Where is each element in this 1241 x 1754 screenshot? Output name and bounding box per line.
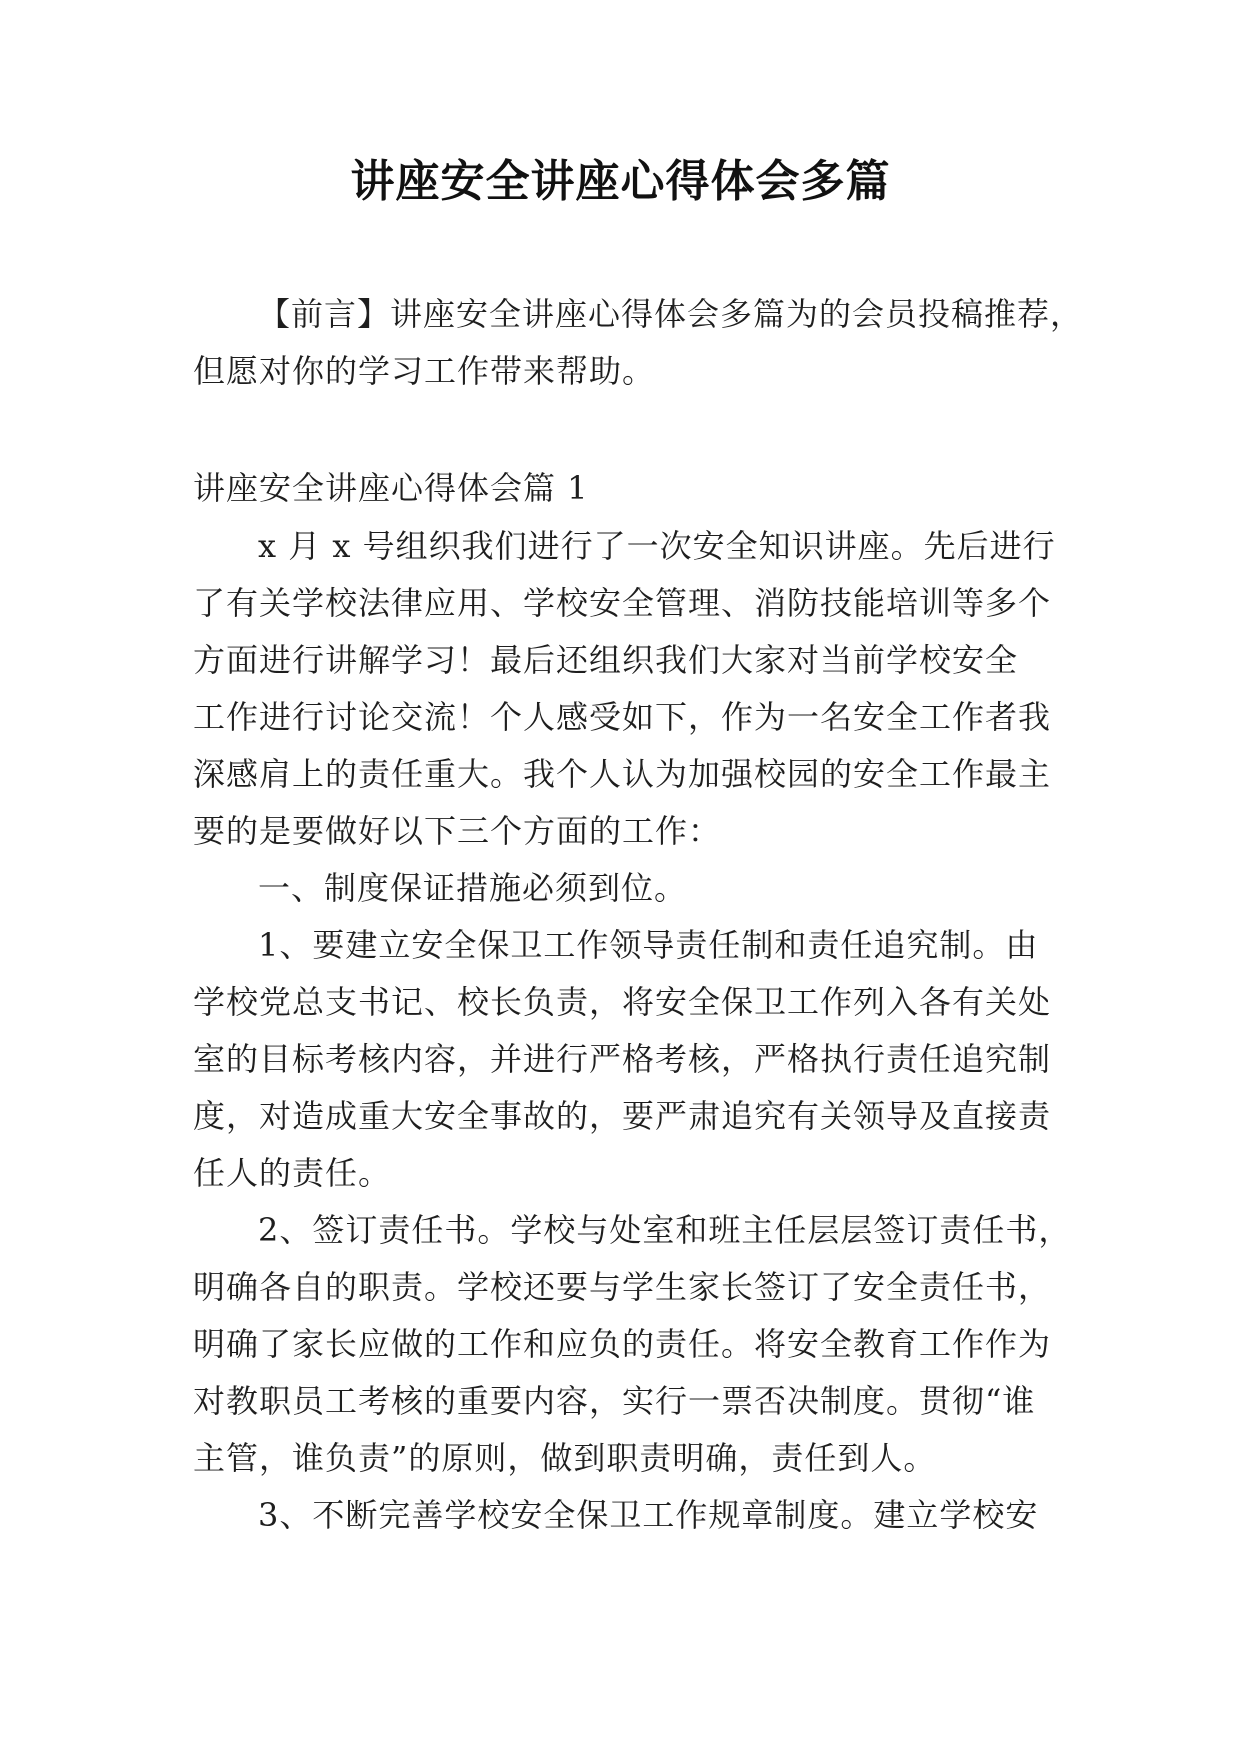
paragraph-line: 室的目标考核内容，并进行严格考核，严格执行责任追究制 (193, 1040, 1052, 1078)
paragraph-line: 深感肩上的责任重大。我个人认为加强校园的安全工作最主 (193, 755, 1052, 793)
paragraph-line: 3、不断完善学校安全保卫工作规章制度。建立学校安 (258, 1496, 1039, 1534)
preface-line: 【前言】讲座安全讲座心得体会多篇为的会员投稿推荐， (258, 295, 1084, 333)
preface-line: 但愿对你的学习工作带来帮助。 (193, 352, 656, 390)
paragraph-line: 明确了家长应做的工作和应负的责任。将安全教育工作作为 (193, 1325, 1052, 1363)
section-heading: 讲座安全讲座心得体会篇 1 (193, 469, 589, 507)
paragraph-line: 方面进行讲解学习！最后还组织我们大家对当前学校安全 (193, 641, 1019, 679)
paragraph-line: 学校党总支书记、校长负责，将安全保卫工作列入各有关处 (193, 983, 1052, 1021)
subheading-line: 一、制度保证措施必须到位。 (258, 869, 688, 907)
paragraph-line: 要的是要做好以下三个方面的工作： (193, 812, 722, 850)
paragraph-line: 2、签订责任书。学校与处室和班主任层层签订责任书， (258, 1211, 1072, 1249)
paragraph-line: 对教职员工考核的重要内容，实行一票否决制度。贯彻“谁 (193, 1382, 1036, 1420)
paragraph-line: x 月 x 号组织我们进行了一次安全知识讲座。先后进行 (258, 527, 1056, 565)
paragraph-line: 度，对造成重大安全事故的，要严肃追究有关领导及直接责 (193, 1097, 1052, 1135)
paragraph-line: 明确各自的职责。学校还要与学生家长签订了安全责任书， (193, 1268, 1052, 1306)
paragraph-line: 了有关学校法律应用、学校安全管理、消防技能培训等多个 (193, 584, 1052, 622)
paragraph-line: 主管，谁负责”的原则，做到职责明确，责任到人。 (193, 1439, 937, 1477)
paragraph-line: 1、要建立安全保卫工作领导责任制和责任追究制。由 (258, 926, 1039, 964)
paragraph-line: 任人的责任。 (193, 1154, 392, 1192)
document-title: 讲座安全讲座心得体会多篇 (350, 156, 891, 207)
paragraph-line: 工作进行讨论交流！个人感受如下，作为一名安全工作者我 (193, 698, 1052, 736)
